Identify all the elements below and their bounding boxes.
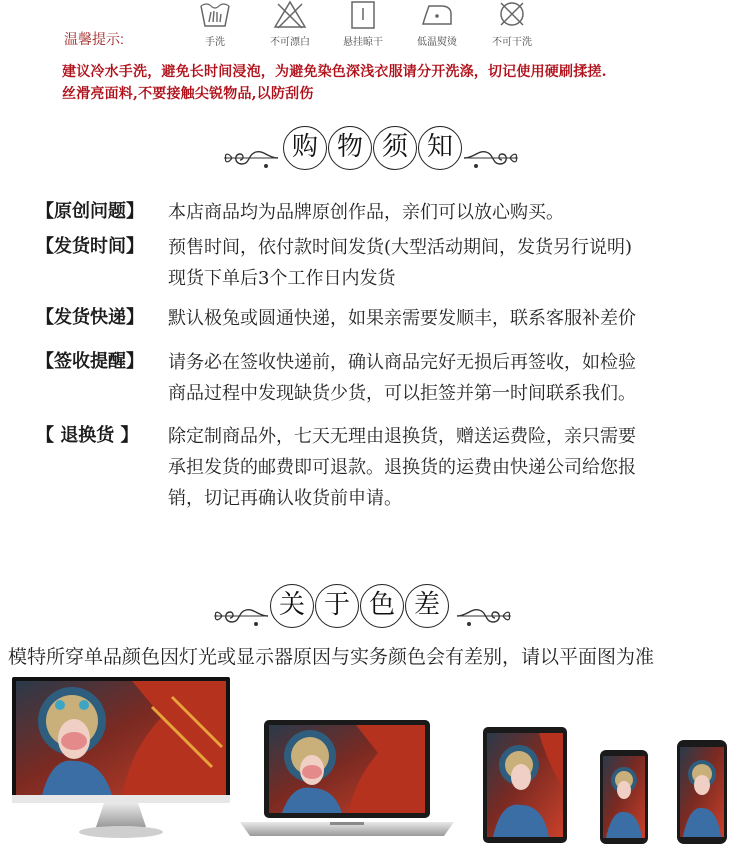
care-label: 温馨提示:: [64, 31, 124, 47]
title-char: 色: [360, 584, 404, 628]
notice-line: 承担发货的邮费即可退款。退换货的运费由快递公司给您报: [168, 457, 636, 478]
care-caption: 不可漂白: [270, 37, 310, 48]
color-diff-note: 模特所穿单品颜色因灯光或显示器原因与实务颜色会有差别，请以平面图为准: [8, 646, 655, 668]
monitor-image: [12, 677, 230, 845]
notice-line: 现货下单后3个工作日内发货: [168, 268, 396, 289]
notice-line: 除定制商品外，七天无理由退换货，赠送运费险，亲只需要: [168, 426, 636, 447]
title-char: 差: [405, 584, 449, 628]
care-note-line-2: 丝滑亮面料,不要接触尖锐物品,以防刮伤: [62, 86, 314, 102]
notice-line: 请务必在签收快递前，确认商品完好无损后再签收，如检验: [168, 352, 636, 373]
care-caption: 低温熨烫: [417, 37, 457, 48]
notice-line: 预售时间，依付款时间发货(大型活动期间，发货另行说明): [168, 237, 633, 258]
low-iron-icon: [419, 0, 455, 30]
phone-image: [677, 740, 727, 844]
title-char: 知: [418, 126, 462, 170]
tablet-image: [483, 727, 567, 843]
color-diff-header: [0, 584, 750, 644]
notice-label: 【 退换货 】: [36, 425, 139, 446]
hand-wash-icon: [197, 0, 233, 30]
phone-image: [600, 750, 648, 844]
notice-text: [168, 197, 728, 228]
notice-text: [168, 303, 728, 334]
notice-label: 【发货快递】: [36, 307, 144, 328]
shopping-title-bubbles: [283, 126, 463, 170]
color-diff-title-bubbles: [270, 584, 450, 628]
care-caption: 不可干洗: [492, 37, 532, 48]
no-dry-clean-icon: [494, 0, 530, 30]
title-char: 须: [373, 126, 417, 170]
left-ornament-icon: [212, 602, 270, 630]
care-caption: 手洗: [205, 37, 225, 48]
right-ornament-icon: [462, 144, 520, 172]
care-item-low-iron: [397, 0, 477, 48]
care-item-hang-dry: [323, 0, 403, 48]
notice-line: 商品过程中发现缺货少货，可以拒签并第一时间联系我们。: [168, 383, 636, 404]
notice-text: [168, 347, 728, 409]
hang-dry-icon: [345, 0, 381, 30]
laptop-image: [238, 718, 456, 843]
care-caption: 悬挂晾干: [343, 37, 383, 48]
no-bleach-icon: [272, 0, 308, 30]
care-item-hand-wash: [175, 0, 255, 48]
title-char: 购: [283, 126, 327, 170]
notice-label: 【原创问题】: [36, 201, 144, 222]
left-ornament-icon: [222, 144, 280, 172]
notice-text: [168, 421, 728, 514]
care-note-line-1: 建议冷水手洗，避免长时间浸泡，为避免染色深浅衣服请分开洗涤，切记使用硬刷揉搓.: [62, 64, 607, 80]
notice-line: 默认极兔或圆通快递，如果亲需要发顺丰，联系客服补差价: [168, 308, 636, 329]
shopping-notice-header: [0, 126, 750, 186]
notice-text: [168, 232, 728, 294]
title-char: 物: [328, 126, 372, 170]
title-char: 关: [270, 584, 314, 628]
title-char: 于: [315, 584, 359, 628]
care-icons-bar: [0, 0, 750, 55]
care-item-no-bleach: [250, 0, 330, 48]
notice-label: 【发货时间】: [36, 236, 144, 257]
notice-line: 本店商品均为品牌原创作品，亲们可以放心购买。: [168, 202, 564, 223]
notice-line: 销，切记再确认收货前申请。: [168, 488, 402, 509]
care-item-no-dry-clean: [472, 0, 552, 48]
right-ornament-icon: [455, 602, 513, 630]
notice-label: 【签收提醒】: [36, 351, 144, 372]
